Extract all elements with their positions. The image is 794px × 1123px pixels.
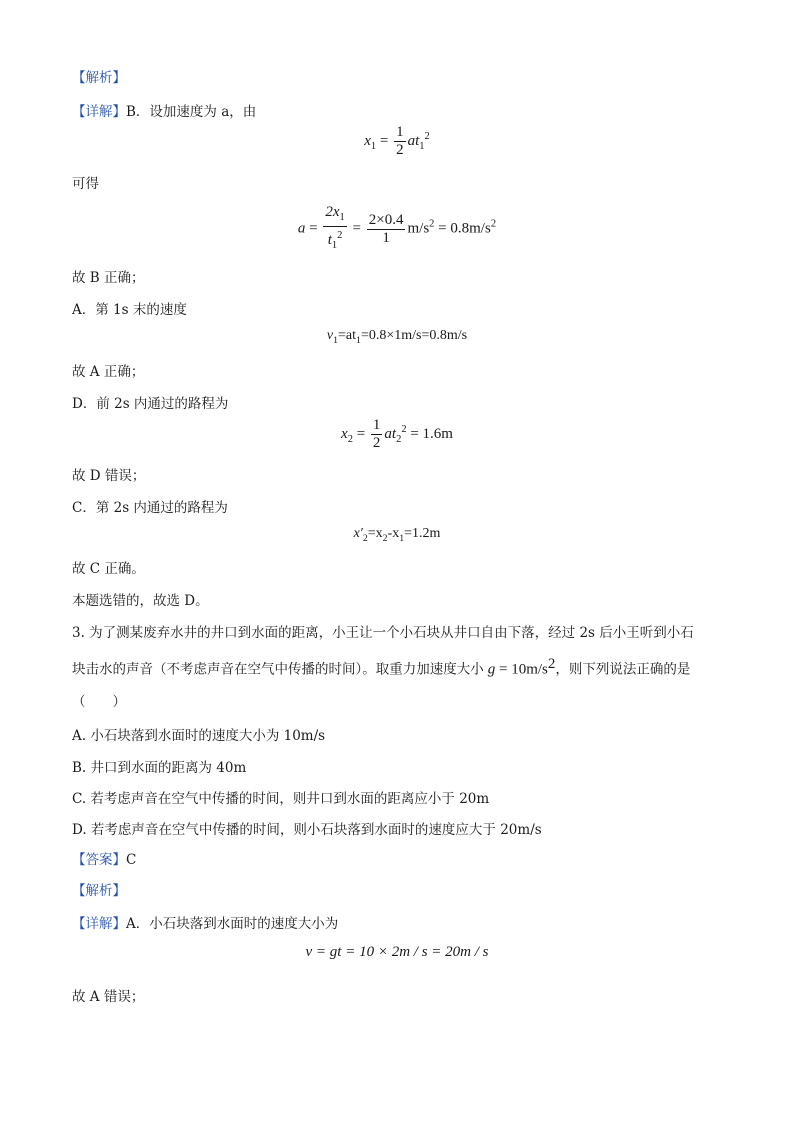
fraction-den: 1: [382, 229, 390, 246]
formula-sub: 2: [396, 433, 402, 445]
formula-sub: 2: [362, 532, 368, 544]
formula-sub: 1: [419, 140, 425, 152]
question-text: 块击水的声音（不考虑声音在空气中传播的时间）。取重力加速度大小: [72, 661, 484, 678]
formula-v1: [0, 328, 794, 346]
formula-part: =at: [338, 328, 357, 343]
formula-fraction: [394, 124, 406, 159]
formula-part: =x: [367, 526, 383, 541]
kede-line: 可得: [72, 176, 99, 192]
formula-sub: 1: [339, 212, 345, 223]
analysis-heading-2: 【解析】: [72, 883, 126, 899]
answer-line: [72, 848, 136, 868]
formula-var: v: [326, 328, 334, 343]
formula-var: at: [407, 132, 420, 149]
formula-sub: 1: [399, 532, 405, 544]
formula-var: a: [297, 220, 306, 237]
analysis-heading: 【解析】: [72, 70, 126, 86]
formula-unit: m/s: [407, 220, 430, 237]
choice-c: C. 若考虑声音在空气中传播的时间，则井口到水面的距离应小于 20m: [72, 791, 490, 807]
formula-sub: 1: [331, 240, 338, 251]
formula-sup: 2: [424, 130, 430, 142]
formula-result: 0.8m/s: [450, 220, 491, 237]
formula-fraction: [367, 212, 406, 247]
formula-var: at: [384, 425, 397, 442]
formula-var: x: [341, 425, 348, 442]
question-text: ，则下列说法正确的是: [555, 661, 691, 678]
fraction-num: 1: [372, 417, 381, 433]
fraction-den: 2: [372, 435, 381, 451]
formula-var: 2x: [325, 204, 340, 220]
choice-b: B. 井口到水面的距离为 40m: [72, 760, 247, 776]
fraction-den: [323, 227, 346, 254]
detail-line-a: [72, 912, 338, 932]
formula-var: x: [364, 132, 371, 149]
formula-x1: $x_1$ = $\frac{1}{2}$ $at_1^2$: [364, 124, 430, 158]
formula-result: =1.2m: [404, 526, 441, 541]
formula-fraction: [323, 204, 346, 254]
formula-part: =0.8×1m/s=0.8m/s: [360, 328, 468, 343]
question-3-line-1: 3. 为了测某废弃水井的井口到水面的距离，小王让一个小石块从井口自由下落，经过 2s 后小王听到小石: [72, 625, 694, 641]
formula-sup: 2: [401, 423, 407, 435]
formula-part: -x: [387, 526, 400, 541]
conclusion-b: 故 B 正确；: [72, 270, 145, 286]
question-3-line-2: 块击水的声音（不考虑声音在空气中传播的时间）。取重力加速度大小 $g = 10m/s^2$，则下列说法正确的是: [72, 656, 691, 678]
conclusion-d: 故 D 错误；: [72, 468, 146, 484]
formula-sup: 2: [547, 656, 556, 672]
fraction-num: 2×0.4: [368, 211, 404, 228]
formula-var: g: [487, 661, 496, 678]
conclusion-c: 故 C 正确。: [72, 561, 145, 577]
detail-text: A．小石块落到水面时的速度大小为: [126, 916, 339, 932]
choice-a: A. 小石块落到水面时的速度大小为 10m/s: [72, 728, 326, 744]
formula-sup: 2: [337, 230, 343, 241]
formula-x2prime: [0, 526, 794, 544]
formula-sup: 2: [429, 218, 435, 230]
option-d-line: D．前 2s 内通过的路程为: [72, 396, 229, 412]
formula-sub: 1: [333, 334, 339, 346]
choice-d: D. 若考虑声音在空气中传播的时间，则小石块落到水面时的速度应大于 20m/s: [72, 822, 542, 838]
formula-sub: 1: [370, 140, 377, 152]
formula-sub: 2: [347, 433, 353, 445]
formula-sub: 2: [382, 532, 388, 544]
detail-tag: 【详解】: [72, 104, 126, 120]
question-bracket: （ ）: [72, 694, 126, 710]
detail-tag: 【详解】: [72, 916, 126, 932]
formula-sup: 2: [490, 218, 497, 230]
formula-fraction: [371, 417, 383, 452]
formula-x2: $x_2$ = $\frac{1}{2}$ $at_2^2 = 1.6m$: [341, 417, 453, 451]
formula-result: 1.6m: [422, 425, 453, 442]
formula-var: t: [327, 232, 332, 248]
option-a-line: A．第 1s 末的速度: [72, 302, 187, 318]
conclusion-a: 故 A 正确；: [72, 364, 145, 380]
formula-var: x′: [353, 526, 363, 541]
answer-value: C: [126, 852, 137, 868]
detail-line-b: [72, 100, 256, 120]
detail-text: B．设加速度为 a，由: [126, 104, 257, 120]
formula-sub: 1: [356, 334, 361, 346]
fraction-num: [323, 204, 346, 227]
formula-v-gt: v = gt = 10 × 2m / s = 20m / s: [305, 944, 489, 960]
fraction-num: 1: [396, 124, 404, 140]
answer-tag: 【答案】: [72, 852, 126, 868]
formula-value: 10m/s: [511, 661, 548, 678]
final-conclusion: 本题选错的，故选 D。: [72, 593, 209, 609]
option-c-line: C．第 2s 内通过的路程为: [72, 500, 228, 516]
fraction-den: 2: [396, 142, 404, 158]
formula-a: a = $\frac{2x_1}{t_1^2}$ = $\frac{2\times 0.4}{1}$ $m/s^2 = 0.8m/s^2$: [0, 204, 794, 254]
conclusion-a-wrong: 故 A 错误；: [72, 989, 145, 1005]
